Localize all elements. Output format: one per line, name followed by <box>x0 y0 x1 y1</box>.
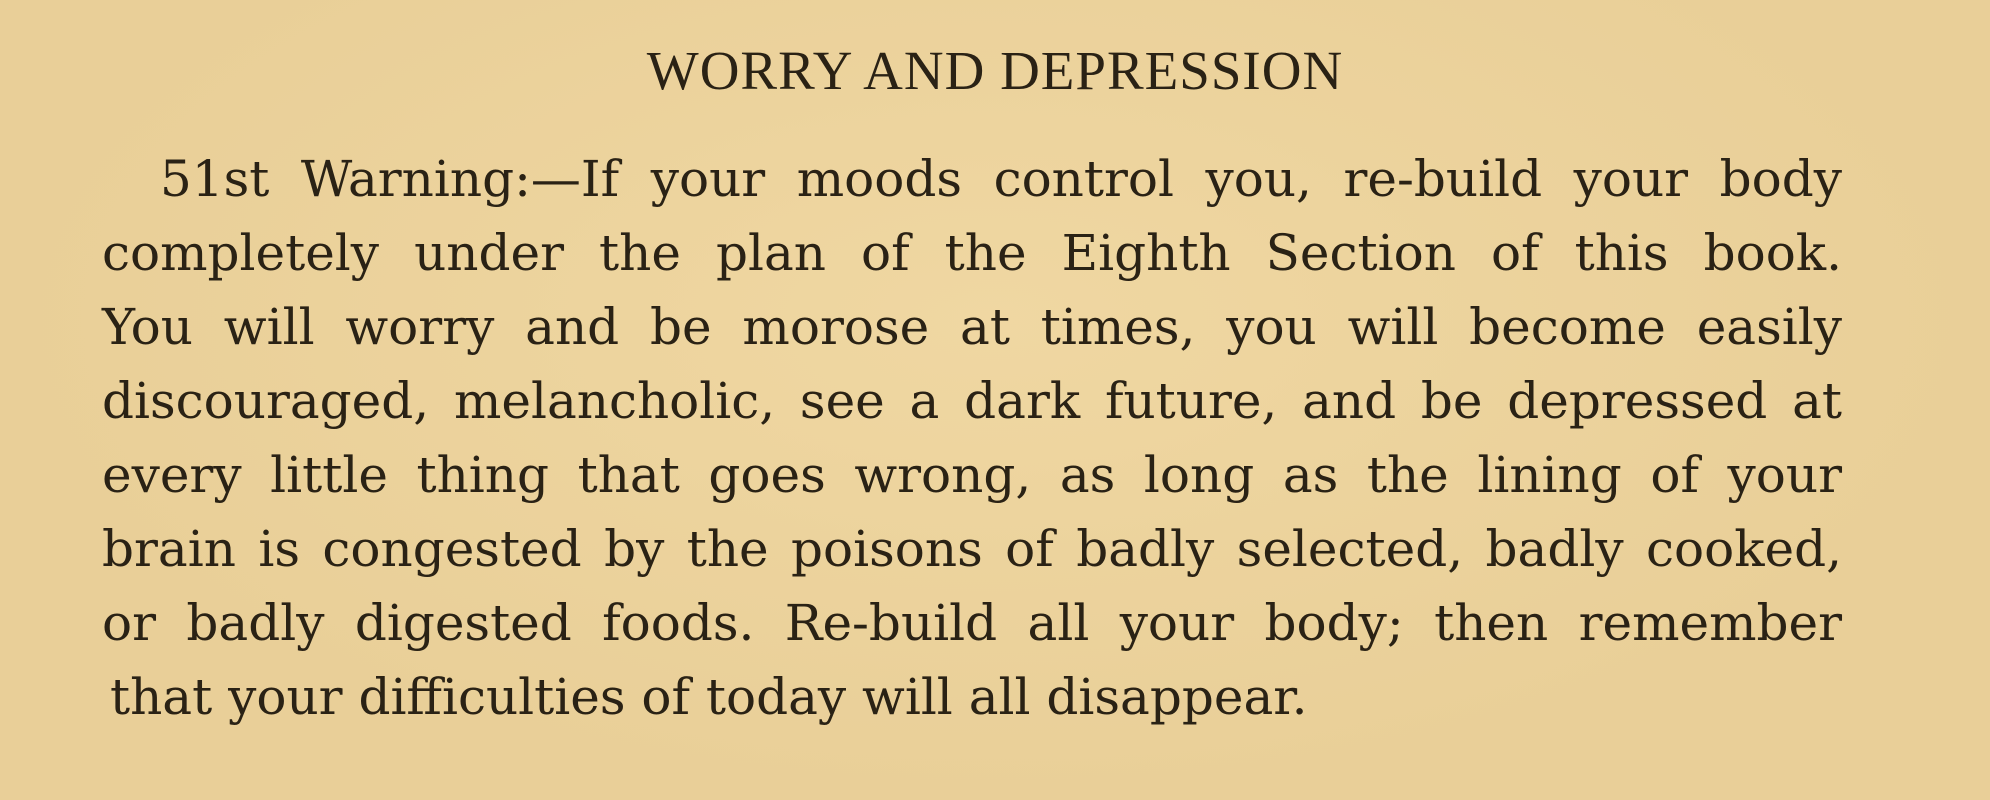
paragraph-line: or badly digested foods. Re-build all your body; then remember <box>102 594 1842 652</box>
paragraph-line: You will worry and be morose at times, you will become easily <box>102 298 1842 356</box>
paragraph-line: brain is congested by the poisons of badly selected, badly cooked, <box>102 520 1842 578</box>
paragraph-line: discouraged, melancholic, see a dark future, and be depressed at <box>102 372 1842 430</box>
paragraph-line: every little thing that goes wrong, as long as the lining of your <box>102 446 1842 504</box>
paragraph-line: completely under the plan of the Eighth Section of this book. <box>102 224 1842 282</box>
warning-paragraph <box>102 142 1842 734</box>
section-heading: WORRY AND DEPRESSION <box>646 40 1344 101</box>
paragraph-line: 51st Warning:—If your moods control you, re-build your body <box>160 150 1842 208</box>
paragraph-line: that your difficulties of today will all disappear. <box>110 668 1308 726</box>
